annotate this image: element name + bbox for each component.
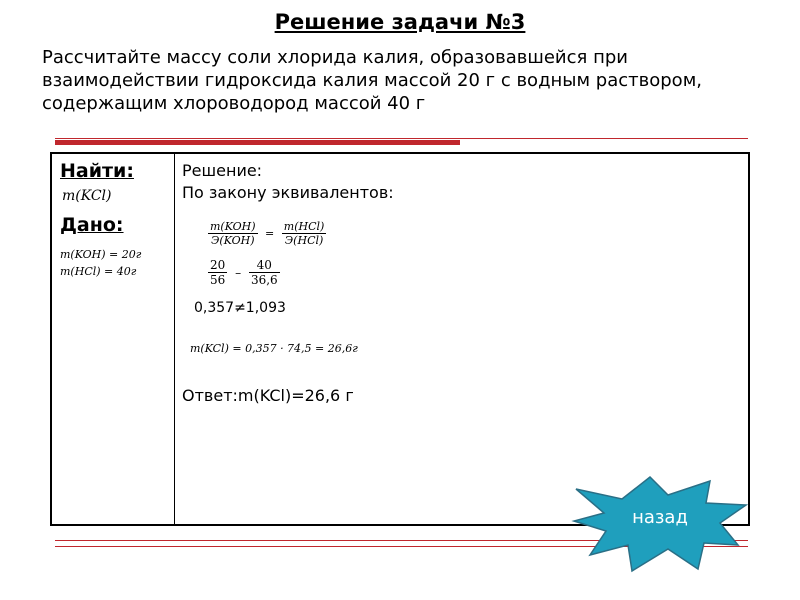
fraction-hcl bbox=[282, 220, 327, 247]
mass-calculation: m(KCl) = 0,357 · 74,5 = 26,6г bbox=[190, 342, 358, 355]
inequality-result: 0,357≠1,093 bbox=[194, 300, 286, 316]
back-button[interactable] bbox=[570, 475, 750, 575]
solution-label: Решение: bbox=[182, 161, 263, 180]
given-column bbox=[60, 160, 172, 280]
answer-text: Ответ:m(KCl)=26,6 г bbox=[182, 386, 354, 405]
fraction-hcl-values bbox=[249, 258, 280, 287]
fraction-koh bbox=[208, 220, 258, 247]
law-text: По закону эквивалентов: bbox=[182, 183, 394, 202]
find-label: Найти: bbox=[60, 160, 134, 182]
given-values bbox=[60, 246, 172, 280]
back-button-label: назад bbox=[632, 507, 688, 528]
solution-table bbox=[50, 152, 750, 526]
equals-sign: = bbox=[265, 227, 275, 240]
column-divider bbox=[174, 154, 175, 524]
fraction-denominator: 56 bbox=[210, 273, 226, 287]
top-thick-rule bbox=[55, 140, 460, 145]
fraction-numerator: m(HCl) bbox=[283, 220, 325, 233]
given-hcl: m(HCl) = 40г bbox=[60, 265, 137, 278]
fraction-numerator: m(KOH) bbox=[210, 220, 256, 233]
top-thin-rule bbox=[55, 138, 748, 139]
page-title: Решение задачи №3 bbox=[274, 10, 526, 34]
solution-column bbox=[182, 160, 742, 204]
problem-statement: Рассчитайте массу соли хлорида калия, образовавшейся при взаимодействии гидроксида калия массой 20 г с водным раствором, содержащим хлороводород массой 40 г bbox=[42, 47, 702, 114]
given-koh: m(KOH) = 20г bbox=[60, 248, 142, 261]
find-formula: m(KCl) bbox=[62, 188, 112, 204]
dash-sign: – bbox=[235, 265, 242, 280]
fraction-koh-values bbox=[208, 258, 227, 287]
fraction-numerator: 20 bbox=[210, 258, 226, 272]
fraction-numerator: 40 bbox=[256, 258, 272, 272]
fraction-denominator: 36,6 bbox=[250, 273, 278, 287]
equation-numeric bbox=[208, 258, 280, 287]
fraction-denominator: Э(HCl) bbox=[282, 233, 327, 247]
fraction-denominator: Э(KOH) bbox=[208, 233, 258, 247]
equation-symbolic bbox=[208, 220, 326, 247]
given-label: Дано: bbox=[60, 214, 124, 236]
